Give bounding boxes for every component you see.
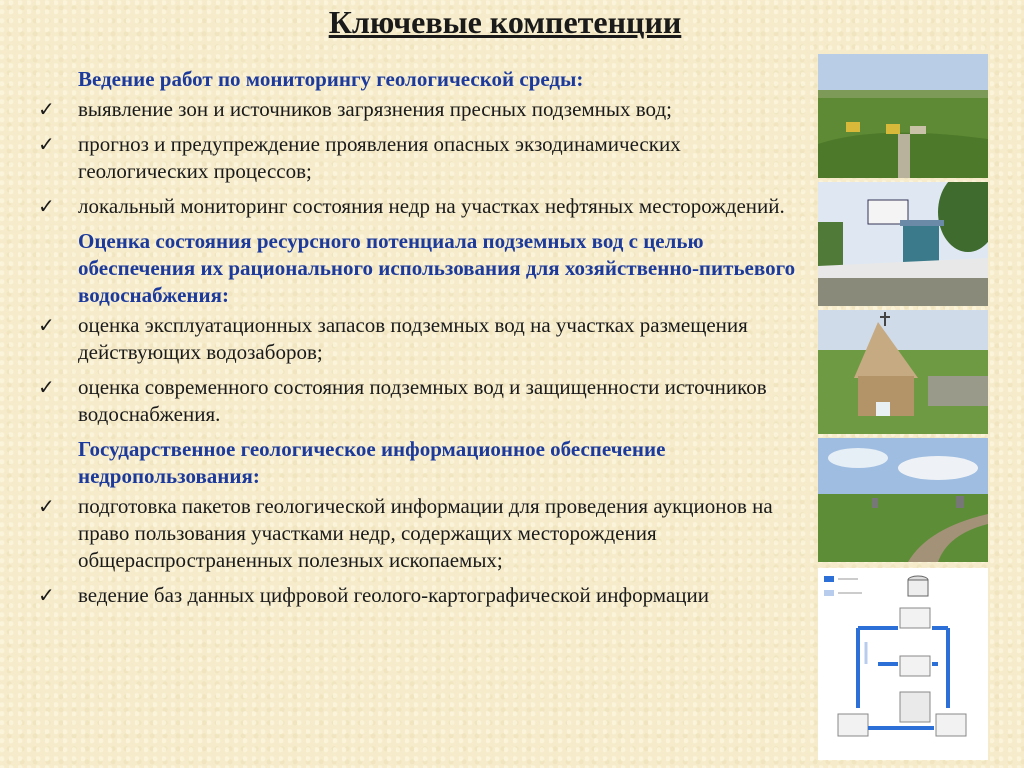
list-item: ✓ подготовка пакетов геологической информации для проведения аукционов на право пользования участками недр, содержащих месторождения общераспространенных полезных ископаемых;: [38, 494, 773, 572]
list-item: ✓ оценка эксплуатационных запасов подземных вод на участках размещения действующих водозаборов;: [38, 313, 748, 364]
checkmark-icon: ✓: [38, 194, 55, 218]
checkmark-icon: ✓: [38, 583, 55, 607]
list-item: ✓ прогноз и предупреждение проявления опасных экзодинамических геологических процессов;: [38, 132, 681, 183]
checkmark-icon: ✓: [38, 313, 55, 337]
list-item: ✓ ведение баз данных цифровой геолого-картографической информации: [38, 583, 709, 607]
database-structure-diagram: [818, 568, 988, 760]
list-item: ✓ локальный мониторинг состояния недр на участках нефтяных месторождений.: [38, 194, 785, 218]
section-heading-information: Государственное геологическое информационное обеспечение недропользования:: [78, 437, 666, 488]
checkmark-icon: ✓: [38, 132, 55, 156]
section-heading-resources: Оценка состояния ресурсного потенциала подземных вод с целью обеспечения их рационального использования для хозяйственно-питьевого водоснабжения:: [78, 229, 796, 307]
checkmark-icon: ✓: [38, 97, 55, 121]
photo-column: [818, 54, 988, 760]
competencies-list: [38, 66, 798, 617]
photo-meadow-site: [818, 54, 988, 178]
list-item: ✓ оценка современного состояния подземных вод и защищенности источников водоснабжения.: [38, 375, 767, 426]
list-item: ✓ выявление зон и источников загрязнения пресных подземных вод;: [38, 97, 672, 121]
photo-water-well: [818, 182, 988, 306]
section-heading-monitoring: Ведение работ по мониторингу геологической среды:: [78, 67, 584, 91]
checkmark-icon: ✓: [38, 494, 55, 518]
photo-oilfield-road: [818, 438, 988, 562]
photo-spring-chapel: [818, 310, 988, 434]
slide-title: Ключевые компетенции: [328, 4, 682, 40]
checkmark-icon: ✓: [38, 375, 55, 399]
